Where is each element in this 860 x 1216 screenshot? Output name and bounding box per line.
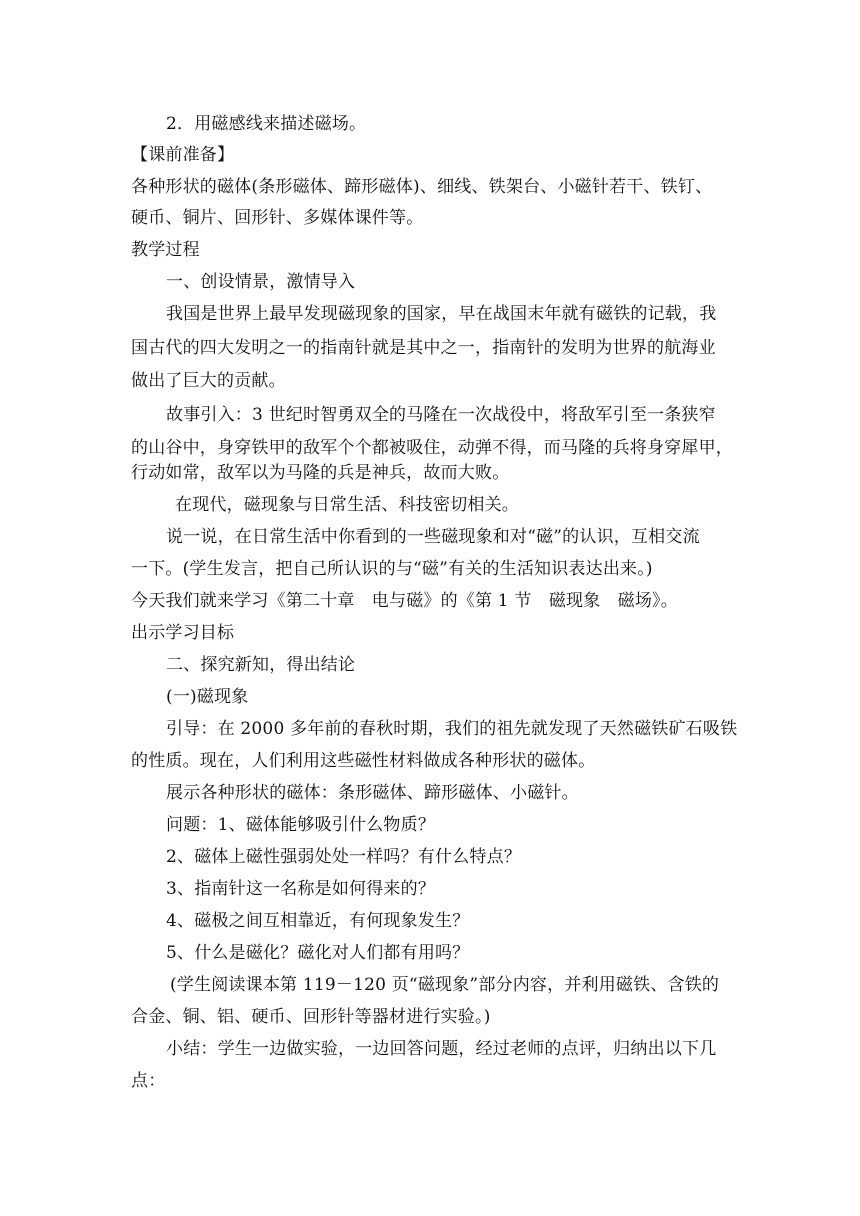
text-line: 做出了巨大的贡献。 [131, 371, 286, 391]
subsection-heading: 二、探究新知，得出结论 [166, 655, 356, 675]
text-line: 我国是世界上最早发现磁现象的国家，早在战国末年就有磁铁的记载，我 [166, 304, 717, 324]
section-heading: 教学过程 [131, 240, 200, 260]
text-line: 硬币、铜片、回形针、多媒体课件等。 [131, 208, 424, 228]
text-line: 4、磁极之间互相靠近，有何现象发生？ [166, 911, 470, 931]
text-line: 行动如常，敌军以为马隆的兵是神兵，故而大败。 [131, 463, 510, 483]
text-line: 小结：学生一边做实验，一边回答问题，经过老师的点评，归纳出以下几 [166, 1039, 717, 1059]
text-line: 的山谷中，身穿铁甲的敌军个个都被吸住，动弹不得，而马隆的兵将身穿犀甲， [131, 438, 733, 458]
text-line: 故事引入：3 世纪时智勇双全的马隆在一次战役中，将敌军引至一条狭窄 [166, 405, 716, 425]
subsection-heading: (一)磁现象 [166, 687, 249, 707]
text-line: 的性质。现在，人们利用这些磁性材料做成各种形状的磁体。 [131, 751, 596, 771]
text-line: 2．用磁感线来描述磁场。 [166, 114, 367, 134]
text-line: 国古代的四大发明之一的指南针就是其中之一，指南针的发明为世界的航海业 [131, 338, 716, 358]
text-line: 展示各种形状的磁体：条形磁体、蹄形磁体、小磁针。 [166, 783, 579, 803]
section-heading: 出示学习目标 [131, 623, 235, 643]
text-line: 点： [131, 1071, 166, 1091]
section-heading: 【课前准备】 [131, 145, 235, 165]
text-line: 说一说，在日常生活中你看到的一些磁现象和对“磁”的认识，互相交流 [166, 527, 700, 547]
text-line: 在现代，磁现象与日常生活、科技密切相关。 [175, 495, 519, 515]
text-line: 问题：1、磁体能够吸引什么物质？ [166, 815, 436, 835]
text-line: 2、磁体上磁性强弱处处一样吗？有什么特点？ [166, 847, 522, 867]
subsection-heading: 一、创设情景，激情导入 [166, 272, 356, 292]
text-line: 3、指南针这一名称是如何得来的？ [166, 879, 436, 899]
text-line: 各种形状的磁体(条形磁体、蹄形磁体)、细线、铁架台、小磁针若干、铁钉、 [131, 177, 713, 197]
text-line: 合金、铜、铝、硬币、回形针等器材进行实验。) [131, 1007, 491, 1027]
text-line: (学生阅读课本第 119－120 页“磁现象”部分内容，并利用磁铁、含铁的 [170, 975, 720, 995]
text-line: 一下。(学生发言，把自己所认识的与“磁”有关的生活知识表达出来。) [131, 559, 653, 579]
text-line: 引导：在 2000 多年前的春秋时期，我们的祖先就发现了天然磁铁矿石吸铁 [166, 719, 738, 739]
text-line: 5、什么是磁化？磁化对人们都有用吗？ [166, 943, 470, 963]
text-line: 今天我们就来学习《第二十章 电与磁》的《第 1 节 磁现象 磁场》。 [131, 591, 678, 611]
